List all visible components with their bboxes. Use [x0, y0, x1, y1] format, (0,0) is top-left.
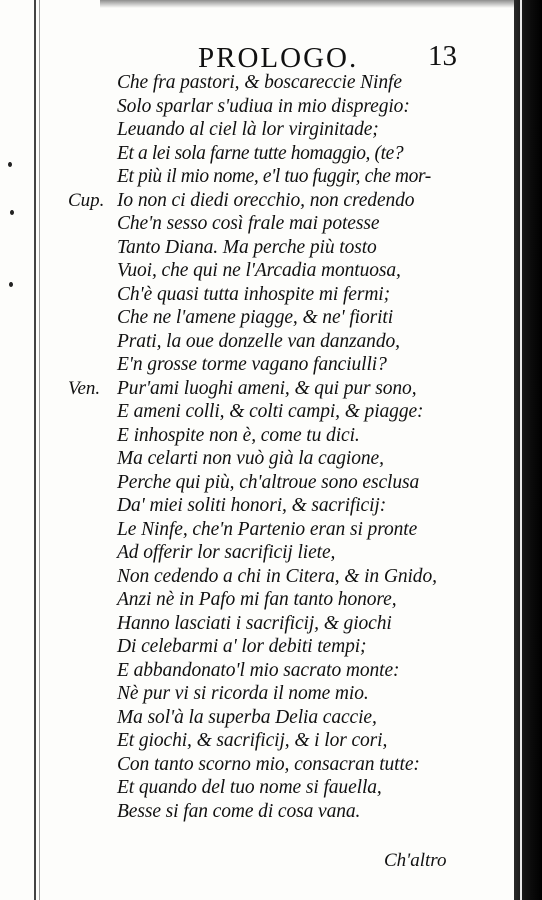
verse-line: [0, 331, 514, 355]
verse-text: Da' miei soliti honori, & sacrificij:: [117, 495, 387, 516]
verse-text: Et a lei sola farne tutte homaggio, (te?: [117, 142, 404, 164]
verse-text: Le Ninfe, che'n Partenio eran si pronte: [117, 518, 418, 540]
verse-line: [0, 354, 514, 378]
verse-block: [0, 72, 514, 824]
verse-text: Non cedendo a chi in Citera, & in Gnido,: [117, 565, 437, 587]
verse-text: Et giochi, & sacrificij, & i lor cori,: [117, 730, 388, 751]
verse-line: [0, 260, 514, 284]
verse-line: [0, 472, 514, 496]
verse-line: [0, 589, 514, 613]
verse-line: [0, 448, 514, 472]
verse-line: [0, 284, 514, 308]
verse-text: Vuoi, che qui ne l'Arcadia montuosa,: [117, 260, 401, 281]
verse-line: [0, 96, 514, 120]
verse-line: [0, 613, 514, 637]
verse-text: Ma celarti non vuò già la cagione,: [117, 448, 384, 469]
edge-stripe: [520, 0, 522, 900]
catchword: Ch'altro: [384, 850, 447, 871]
verse-line: [0, 401, 514, 425]
verse-line: [0, 166, 514, 190]
verse-line: [0, 237, 514, 261]
verse-line: [0, 425, 514, 449]
verse-text: Di celebarmi a' lor debiti tempi;: [117, 636, 367, 657]
verse-text: Et più il mio nome, e'l tuo fuggir, che mor-: [117, 166, 431, 187]
verse-text: Che'n sesso così frale mai potesse: [117, 213, 380, 234]
verse-line: [0, 754, 514, 778]
verse-text: Ch'è quasi tutta inhospite mi fermi;: [117, 283, 391, 305]
verse-text: Pur'ami luoghi ameni, & qui pur sono,: [117, 377, 417, 399]
verse-line: [0, 777, 514, 801]
page-top-shadow: [100, 0, 520, 8]
verse-line: [0, 143, 514, 167]
speaker-label: Ven.: [68, 377, 101, 399]
verse-text: Et quando del tuo nome si fauella,: [117, 777, 382, 798]
verse-text: Ma sol'à la superba Delia caccie,: [117, 706, 377, 728]
verse-line: [0, 683, 514, 707]
verse-text: Perche qui più, ch'altroue sono esclusa: [117, 471, 420, 493]
verse-text: E'n grosse torme vagano fanciulli?: [117, 354, 387, 375]
verse-text: Io non ci diedi orecchio, non credendo: [117, 189, 415, 211]
verse-line: [0, 119, 514, 143]
verse-line: [0, 660, 514, 684]
book-edge: [514, 0, 542, 900]
verse-text: Solo sparlar s'udiua in mio dispregio:: [117, 95, 410, 117]
page-number: 13: [428, 40, 457, 72]
verse-text: E ameni colli, & colti campi, & piagge:: [117, 401, 424, 422]
verse-line: [0, 542, 514, 566]
verse-text: Con tanto scorno mio, consacran tutte:: [117, 753, 420, 775]
verse-line: [0, 378, 514, 402]
verse-line: [0, 707, 514, 731]
verse-text: Che fra pastori, & boscareccie Ninfe: [117, 72, 402, 93]
verse-line: [0, 307, 514, 331]
verse-line: [0, 730, 514, 754]
verse-text: Anzi nè in Pafo mi fan tanto honore,: [117, 589, 397, 610]
verse-text: E inhospite non è, come tu dici.: [117, 424, 360, 446]
verse-line: [0, 519, 514, 543]
running-title: PROLOGO.: [198, 42, 359, 74]
verse-line: [0, 566, 514, 590]
verse-text: Leuando al ciel là lor virginitade;: [117, 119, 379, 140]
verse-text: Nè pur vi si ricorda il nome mio.: [117, 683, 369, 704]
verse-text: Tanto Diana. Ma perche più tosto: [117, 236, 377, 258]
verse-line: [0, 801, 514, 825]
speaker-label: Cup.: [68, 189, 105, 211]
verse-text: Che ne l'amene piagge, & ne' fioriti: [117, 307, 394, 328]
verse-text: Hanno lasciati i sacrificij, & giochi: [117, 612, 392, 634]
verse-line: [0, 495, 514, 519]
verse-line: [0, 72, 514, 96]
verse-line: [0, 190, 514, 214]
verse-line: [0, 636, 514, 660]
verse-text: Besse si fan come di cosa vana.: [117, 800, 361, 822]
verse-line: [0, 213, 514, 237]
verse-text: E abbandonato'l mio sacrato monte:: [117, 659, 400, 681]
verse-text: Ad offerir lor sacrificij liete,: [117, 542, 336, 563]
verse-text: Prati, la oue donzelle van danzando,: [117, 330, 400, 352]
